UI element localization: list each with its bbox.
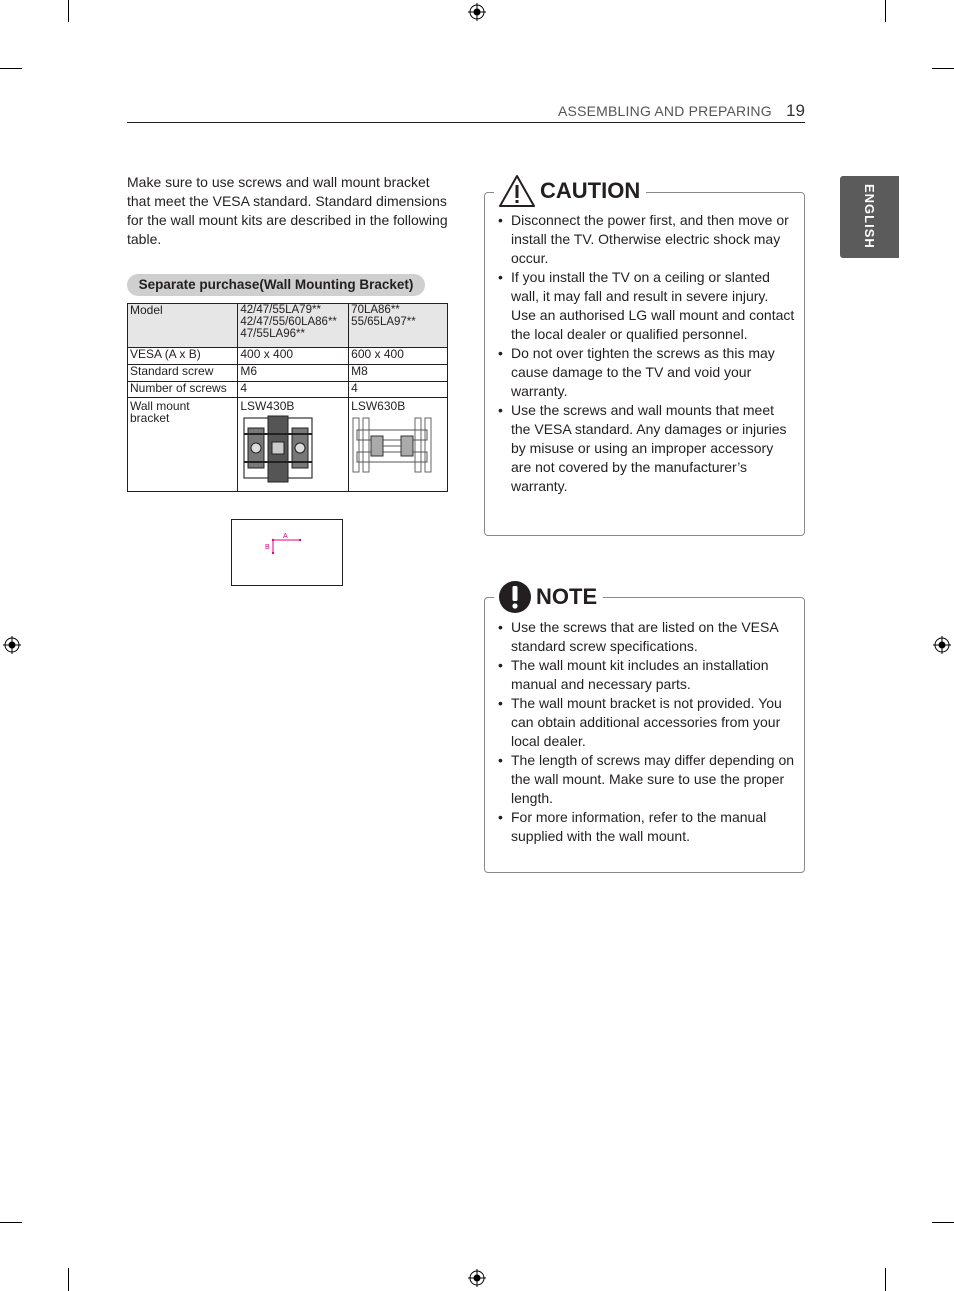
intro-paragraph: Make sure to use screws and wall mount bracket that meet the VESA standard. Standard dimensions for the wall mount kits are described in the following table. xyxy=(127,174,448,247)
crop-mark xyxy=(0,68,22,69)
table-cell xyxy=(238,398,349,492)
table-cell: 400 x 400 xyxy=(238,348,349,365)
bracket-model: LSW430B xyxy=(240,399,295,413)
table-cell: Wall mount bracket xyxy=(128,398,238,492)
note-title: NOTE xyxy=(536,584,598,609)
table-cell xyxy=(349,304,448,348)
crop-mark xyxy=(932,68,954,69)
model-line: 70LA86** xyxy=(351,304,400,316)
table-cell xyxy=(238,304,349,348)
model-line: 47/55LA96** xyxy=(240,328,305,340)
crop-mark xyxy=(885,1268,886,1291)
language-tab xyxy=(840,176,899,258)
dimension-label-a: A xyxy=(283,533,288,540)
table-row xyxy=(128,365,448,382)
crop-mark xyxy=(932,1222,954,1223)
crop-mark xyxy=(0,1222,22,1223)
list-item: • The length of screws may differ depending on the wall mount. Make sure to use the proper length. xyxy=(485,751,795,808)
model-line: 42/47/55LA79** xyxy=(240,304,321,316)
table-cell: Model xyxy=(128,304,238,348)
caution-title: CAUTION xyxy=(540,178,641,203)
section-title: ASSEMBLING AND PREPARING xyxy=(558,103,772,119)
caution-list xyxy=(485,211,795,496)
table-row xyxy=(128,382,448,398)
table-cell: M8 xyxy=(349,365,448,382)
header-divider xyxy=(127,122,805,123)
list-item: • Use the screws and wall mounts that meet the VESA standard. Any damages or injuries by misuse or using an improper accessory are not covered by the manufacturer’s warranty. xyxy=(485,401,795,496)
list-item: • Use the screws that are listed on the VESA standard screw specifications. xyxy=(485,618,795,656)
warning-triangle-icon xyxy=(498,174,536,208)
purchase-label: Separate purchase(Wall Mounting Bracket) xyxy=(127,274,425,296)
model-line: 55/65LA97** xyxy=(351,316,416,328)
crop-mark xyxy=(68,0,69,22)
wall-bracket-lsw430b-icon xyxy=(242,414,314,484)
list-item: • Disconnect the power first, and then move or install the TV. Otherwise electric shock may occur. xyxy=(485,211,795,268)
list-item: • The wall mount kit includes an installation manual and necessary parts. xyxy=(485,656,795,694)
table-cell: VESA (A x B) xyxy=(128,348,238,365)
registration-mark-icon xyxy=(3,636,21,654)
language-tab-label: ENGLISH xyxy=(862,184,877,249)
table-cell: M6 xyxy=(238,365,349,382)
registration-mark-icon xyxy=(468,1269,486,1287)
wall-mount-spec-table xyxy=(127,303,448,492)
caution-heading xyxy=(494,173,646,209)
registration-mark-icon xyxy=(468,3,486,21)
page-number: 19 xyxy=(786,101,805,120)
list-item: • The wall mount bracket is not provided. You can obtain additional accessories from your local dealer. xyxy=(485,694,795,751)
model-line: 42/47/55/60LA86** xyxy=(240,316,337,328)
table-cell: 600 x 400 xyxy=(349,348,448,365)
bracket-model: LSW630B xyxy=(351,399,406,413)
crop-mark xyxy=(68,1268,69,1291)
dimension-label-b: B xyxy=(265,544,270,551)
wall-bracket-lsw630b-icon xyxy=(351,414,433,476)
table-cell: Standard screw xyxy=(128,365,238,382)
exclamation-circle-icon xyxy=(498,580,532,614)
table-cell: Number of screws xyxy=(128,382,238,398)
table-cell xyxy=(349,398,448,492)
list-item: • Do not over tighten the screws as this may cause damage to the TV and void your warranty. xyxy=(485,344,795,401)
table-row xyxy=(128,398,448,492)
crop-mark xyxy=(885,0,886,22)
table-cell: 4 xyxy=(349,382,448,398)
table-row xyxy=(128,304,448,348)
note-heading xyxy=(494,580,603,614)
note-list xyxy=(485,618,795,846)
vesa-dimension-icon xyxy=(232,520,342,585)
list-item: • For more information, refer to the manual supplied with the wall mount. xyxy=(485,808,795,846)
registration-mark-icon xyxy=(933,636,951,654)
table-cell: 4 xyxy=(238,382,349,398)
list-item: • If you install the TV on a ceiling or slanted wall, it may fall and result in severe injury. Use an authorised LG wall mount and contact the local dealer or qualified personnel. xyxy=(485,268,795,344)
table-row xyxy=(128,348,448,365)
vesa-diagram xyxy=(231,519,343,586)
